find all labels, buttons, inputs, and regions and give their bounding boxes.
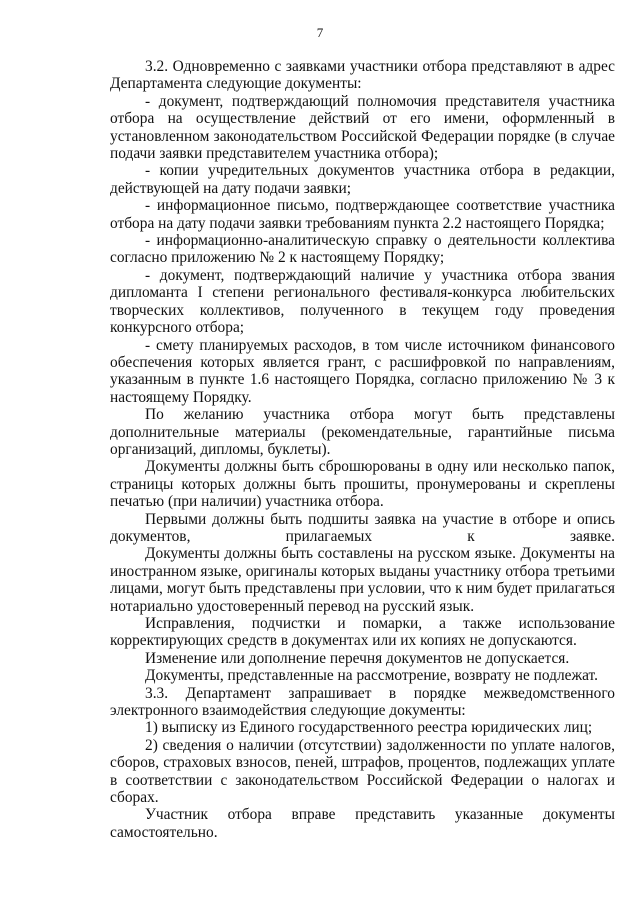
- document-body: [110, 58, 615, 841]
- page-number: 7: [316, 25, 324, 40]
- paragraph-no-return: Документы, представленные на рассмотрение, возврату не подлежат.: [145, 667, 598, 685]
- list-item-charter-copies: - копии учредительных документов участника отбора в редакции, действующей на дату подачи заявки;: [110, 162, 615, 197]
- paragraph-3-2-intro: 3.2. Одновременно с заявками участники отбора представляют в адрес Департамента следующие документы:: [110, 58, 615, 93]
- paragraph-binding-requirements: Документы должны быть сброшюрованы в одну или несколько папок, страницы которых должны быть прошиты, пронумерованы и скреплены печатью (при наличии) участника отбора.: [110, 458, 615, 511]
- list-item-analytical-report: - информационно-аналитическую справку о деятельности коллектива согласно приложению № 2 к настоящему Порядку;: [110, 232, 615, 267]
- paragraph-list-changes: Изменение или дополнение перечня документов не допускается.: [145, 649, 570, 667]
- list-item-expense-estimate: - смету планируемых расходов, в том числе источником финансового обеспечения которых является грант, с расшифровкой по направлениям, указанным в пункте 1.6 настоящего Порядка, согласно приложению № 3 к настоящему Порядку.: [110, 336, 615, 406]
- paragraph-language-requirements: Документы должны быть составлены на русском языке. Документы на иностранном языке, оригиналы которых выданы участнику отбора третьими лицами, могут быть представлены при условии, что к ним будет прилагаться нотариально удостоверенный перевод на русский язык.: [110, 545, 615, 615]
- list-item-registry-extract: 1) выписку из Единого государственного реестра юридических лиц;: [145, 719, 593, 737]
- list-item-authority-document: - документ, подтверждающий полномочия представителя участника отбора на осуществление действий от его имени, оформленный в установленном законодательством Российской Федерации порядке (в случае подачи заявки представителем участника отбора);: [110, 92, 615, 163]
- list-item-diploma-document: - документ, подтверждающий наличие у участника отбора звания дипломанта I степени регионального фестиваля-конкурса любительских творческих коллективов, полученного в текущем году проведения конкурсного отбора;: [110, 266, 615, 337]
- list-item-debt-info: 2) сведения о наличии (отсутствии) задолженности по уплате налогов, сборов, страховых взносов, пеней, штрафов, процентов, подлежащих уплате в соответствии с законодательством Российской Федерации о налогах и сборах.: [110, 736, 615, 807]
- list-item-information-letter: - информационное письмо, подтверждающее соответствие участника отбора на дату подачи заявки требованиям пункта 2.2 настоящего Порядка;: [110, 197, 615, 232]
- paragraph-first-sewn: Первыми должны быть подшиты заявка на участие в отборе и опись документов, прилагаемых к заявке.: [110, 510, 615, 545]
- paragraph-additional-materials: По желанию участника отбора могут быть представлены дополнительные материалы (рекомендательные, гарантийные письма организаций, дипломы, буклеты).: [110, 406, 615, 458]
- paragraph-self-submission: Участник отбора вправе представить указанные документы самостоятельно.: [110, 806, 615, 841]
- paragraph-3-3-intro: 3.3. Департамент запрашивает в порядке межведомственного электронного взаимодействия следующие документы:: [110, 684, 615, 720]
- paragraph-corrections: Исправления, подчистки и помарки, а также использование корректирующих средств в документах или их копиях не допускаются.: [110, 615, 615, 650]
